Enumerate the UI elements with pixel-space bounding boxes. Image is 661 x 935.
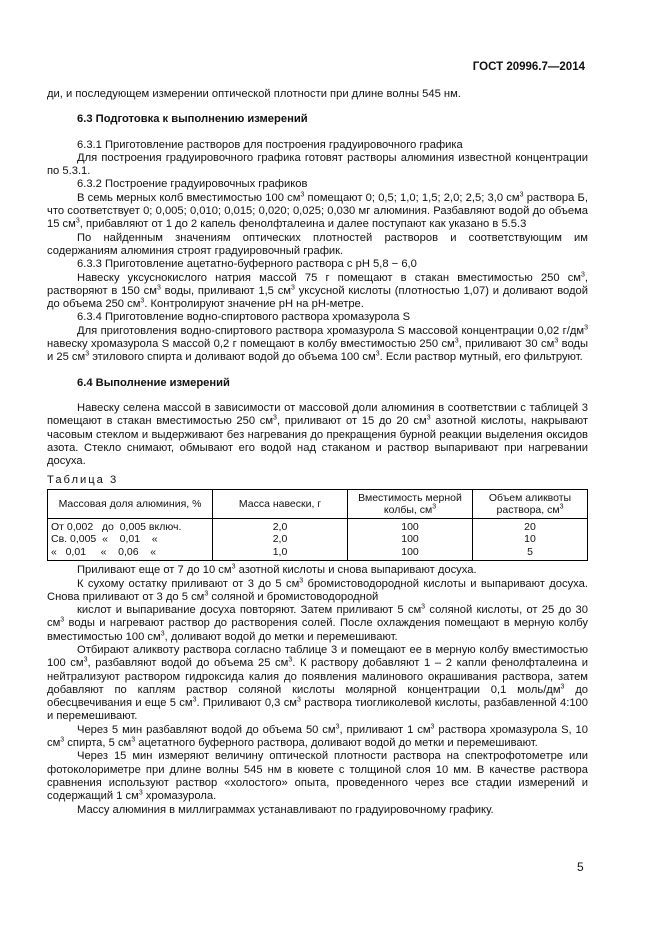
- superscript: 3: [299, 576, 304, 584]
- table-cell: 5: [473, 546, 588, 561]
- superscript: 3: [580, 270, 585, 278]
- superscript: 3: [140, 297, 145, 305]
- table-header-row: [48, 489, 588, 518]
- paragraph: В семь мерных колб вместимостью 100 $см^3$ помещают 0; 0,5; 1,0; 1,5; 2,0; 2,5; 3,0 $см^3$ раствора Б, что соответствует 0; 0,005; 0,010; 0,015; 0,020; 0,025; 0,030 мг алюминия. Разбавляют водой до объема 15 $см^3$, прибавляют от 1 до 2 капель фенолфталеина и далее поступают как указано в 5.5.3: [47, 191, 588, 231]
- superscript: 3: [432, 503, 437, 511]
- document-header-id: ГОСТ 20996.7—2014: [472, 61, 585, 73]
- paragraph: 6.3.4 Приготовление водно-спиртового раствора хромазурола S: [77, 311, 411, 324]
- paragraph: Через 5 мин разбавляют водой до объема 50 $см^3$, приливают 1 $см^3$ раствора хромазурола S, 10 $см^3$ спирта, 5 $см^3$ ацетатного буферного раствора, доливают водой до метки и перемешивают.: [47, 723, 589, 750]
- superscript: 3: [375, 350, 380, 358]
- table-3: [47, 489, 588, 562]
- column-header: Масса навески, г: [213, 489, 348, 518]
- paragraph: По найденным значениям оптических плотностей растворов и соответствующим им содержаниям алюминия строят градуировочный график.: [47, 231, 588, 257]
- paragraph: Массу алюминия в миллиграммах устанавливают по градуировочному графику.: [77, 803, 494, 816]
- table-cell: 100: [348, 518, 473, 533]
- table-cell: 2,0: [213, 533, 348, 546]
- table-cell: От 0,002 до 0,005 включ.: [48, 518, 213, 533]
- table-row: [48, 546, 588, 561]
- superscript: 3: [85, 350, 90, 358]
- superscript: 3: [300, 191, 305, 199]
- paragraph: 6.3.1 Приготовление растворов для построения градуировочного графика: [77, 138, 463, 151]
- table-cell: 100: [348, 546, 473, 561]
- paragraph: Для построения градуировочного графика готовят растворы алюминия известной концентрации по 5.3.1.: [47, 151, 588, 178]
- section-6-3-paragraphs: [47, 139, 588, 365]
- table-cell: 10: [473, 533, 588, 546]
- column-header: Вместимость мерной колбы, $см^3$: [348, 489, 473, 518]
- paragraph: кислот и выпаривание досуха повторяют. Затем приливают 5 $см^3$ соляной кислоты, от 25 до 30 $см^3$ воды и нагревают раствор до растворения солей. После охлаждения помещают в мерную колбу вместимостью 100 $см^3$, доливают водой до метки и перемешивают.: [47, 603, 588, 643]
- superscript: 3: [192, 696, 197, 704]
- superscript: 3: [584, 324, 588, 332]
- superscript: 3: [83, 656, 88, 664]
- table-cell: 2,0: [213, 518, 348, 533]
- section-6-4-heading: 6.4 Выполнение измерений: [77, 376, 230, 389]
- paragraph: 6.3.2 Построение градуировочных графиков: [77, 178, 308, 191]
- superscript: 3: [297, 696, 301, 704]
- section-6-4-paragraphs: [47, 564, 588, 817]
- superscript: 3: [288, 656, 293, 664]
- paragraph: К сухому остатку приливают от 3 до 5 $см^3$ бромистоводородной кислоты и выпаривают досуха. Снова приливают от 3 до 5 $см^3$ соляной и бромистоводородной: [47, 576, 588, 603]
- table-cell: Св. 0,005 « 0,01 «: [48, 533, 213, 546]
- table-cell: 100: [348, 533, 473, 546]
- superscript: 3: [291, 284, 295, 292]
- superscript: 3: [75, 217, 80, 225]
- superscript: 3: [559, 503, 564, 511]
- superscript: 3: [430, 723, 435, 731]
- superscript: 3: [138, 789, 143, 797]
- table-row: [48, 533, 588, 546]
- intro-paragraph: ди, и последующем измерении оптической плотности при длине волны 545 нм.: [47, 88, 461, 100]
- table-caption: Таблица 3: [47, 474, 119, 487]
- table-cell: 1,0: [213, 546, 348, 561]
- column-header: Массовая доля алюминия, %: [48, 489, 213, 518]
- superscript: 3: [60, 736, 65, 744]
- superscript: 3: [160, 629, 165, 637]
- paragraph: Навеску уксуснокислого натрия массой 75 г помещают в стакан вместимостью 250 $см^3$, растворяют в 150 $см^3$ воды, приливают 1,5 $см^3$ уксусной кислоты (плотностью 1,07) и доливают водой до объема 250 $см^3$. Контролируют значение pH на pH-метре.: [47, 270, 589, 311]
- table-row: [48, 518, 588, 533]
- superscript: 3: [519, 191, 524, 199]
- paragraph: Через 15 мин измеряют величину оптической плотности раствора на спектрофотометре или фотоколориметре при длине волны 545 нм в кювете с толщиной слоя 10 мм. В качестве раствора сравнения используют раствор «холостого» опыта, проведенного через все стадии измерений и содержащий 1 $см^3$ хромазурола.: [47, 750, 588, 803]
- superscript: 3: [273, 414, 277, 422]
- superscript: 3: [560, 683, 565, 691]
- superscript: 3: [204, 590, 209, 598]
- paragraph: Навеску селена массой в зависимости от массовой доли алюминия в соответствии с таблицей 3 помещают в стакан вместимостью 250 $см^3$, приливают от 15 до 20 $см^3$ азотной кислоты, накрывают часовым стеклом и выдерживают без нагревания до прекращения бурной реакции выделения оксидов азота. Стекло снимают, обмывают его водой над стаканом и раствор выпаривают при нагревании досуха.: [47, 401, 588, 468]
- superscript: 3: [60, 616, 65, 624]
- paragraph: 6.3.3 Приготовление ацетатно-буферного раствора с pH 5,8 − 6,0: [77, 258, 417, 271]
- table-cell: « 0,01 « 0,06 «: [48, 546, 213, 561]
- page-number: 5: [577, 860, 584, 874]
- superscript: 3: [421, 603, 426, 611]
- superscript: 3: [156, 284, 161, 292]
- superscript: 3: [131, 736, 136, 744]
- table-cell: 20: [473, 518, 588, 533]
- section-6-3-heading: 6.3 Подготовка к выполнению измерений: [77, 113, 308, 126]
- superscript: 3: [454, 337, 459, 345]
- paragraph: Приливают еще от 7 до 10 $см^3$ азотной кислоты и снова выпаривают досуха.: [77, 563, 477, 577]
- superscript: 3: [231, 563, 236, 571]
- superscript: 3: [426, 414, 431, 422]
- superscript: 3: [335, 723, 340, 731]
- paragraph: Отбирают аликвоту раствора согласно таблице 3 и помещают ее в мерную колбу вместимостью 100 $см^3$, разбавляют водой до объема 25 $см^3$. К раствору добавляют 1 – 2 капли фенолфталеина и нейтрализуют раствором гидроксида калия до появления малинового окрашивания раствора, затем добавляют по каплям раствор соляной кислоты молярной концентрации 0,1 моль/$дм^3$ до обесцвечивания и еще 5 $см^3$. Приливают 0,3 $см^3$ раствора тиогликолевой кислоты, разбавленной 4:100 и перемешивают.: [47, 644, 589, 723]
- column-header: Объем аликвоты раствора, $см^3$: [473, 489, 588, 518]
- superscript: 3: [554, 337, 559, 345]
- paragraph: Для приготовления водно-спиртового раствора хромазурола S массовой концентрации 0,02 $г/дм^3$ навеску хромазурола S массой 0,2 г помещают в колбу вместимостью 250 $см^3$, приливают 30 $см^3$ воды и 25 $см^3$ этилового спирта и доливают водой до объема 100 $см^3$. Если раствор мутный, его фильтруют.: [47, 324, 588, 364]
- page-body: [47, 88, 588, 817]
